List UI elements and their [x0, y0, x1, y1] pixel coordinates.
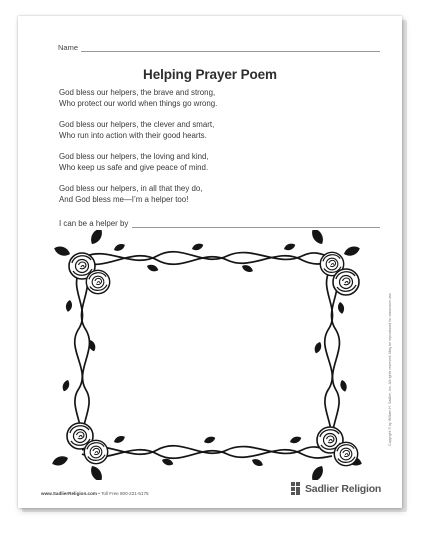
worksheet-page — [18, 16, 402, 508]
poem-stanza — [59, 184, 379, 205]
poem-stanza — [59, 152, 379, 173]
poem-line: God bless our helpers, in all that they do, — [59, 184, 203, 193]
poem-line: And God bless me—I’m a helper too! — [59, 194, 189, 204]
poem-stanza — [59, 88, 379, 109]
poem-line: Who run into action with their good hearts. — [59, 130, 207, 140]
sadlier-logo-icon — [290, 482, 302, 496]
poem-line: Who protect our world when things go wrong. — [59, 98, 218, 108]
rose-vine-frame-icon — [52, 230, 362, 480]
helper-line — [132, 219, 380, 228]
poem-line: Who keep us safe and give peace of mind. — [59, 162, 209, 172]
sadlier-logo — [290, 482, 381, 496]
name-row — [58, 43, 380, 52]
page-title: Helping Prayer Poem — [143, 67, 277, 82]
poem-line: God bless our helpers, the brave and strong, — [59, 88, 216, 97]
name-line — [81, 44, 380, 52]
copyright-notice: Copyright © by William H. Sadlier, Inc. All rights reserved. May be reproduced for classroom use. — [388, 292, 392, 446]
name-label: Name — [58, 43, 79, 52]
poem — [59, 88, 379, 216]
footer-phone: Toll Free 800-221-5175 — [101, 491, 149, 496]
poem-line: God bless our helpers, the loving and kind, — [59, 152, 209, 161]
footer-site: www.SadlierReligion.com — [41, 491, 97, 496]
helper-row — [59, 219, 380, 228]
logo-text: Sadlier Religion — [305, 483, 382, 495]
footer-contact — [41, 491, 149, 496]
poem-stanza — [59, 120, 379, 141]
poem-line: God bless our helpers, the clever and smart, — [59, 120, 215, 129]
helper-prompt: I can be a helper by — [59, 219, 129, 228]
footer-separator: • — [98, 491, 100, 496]
